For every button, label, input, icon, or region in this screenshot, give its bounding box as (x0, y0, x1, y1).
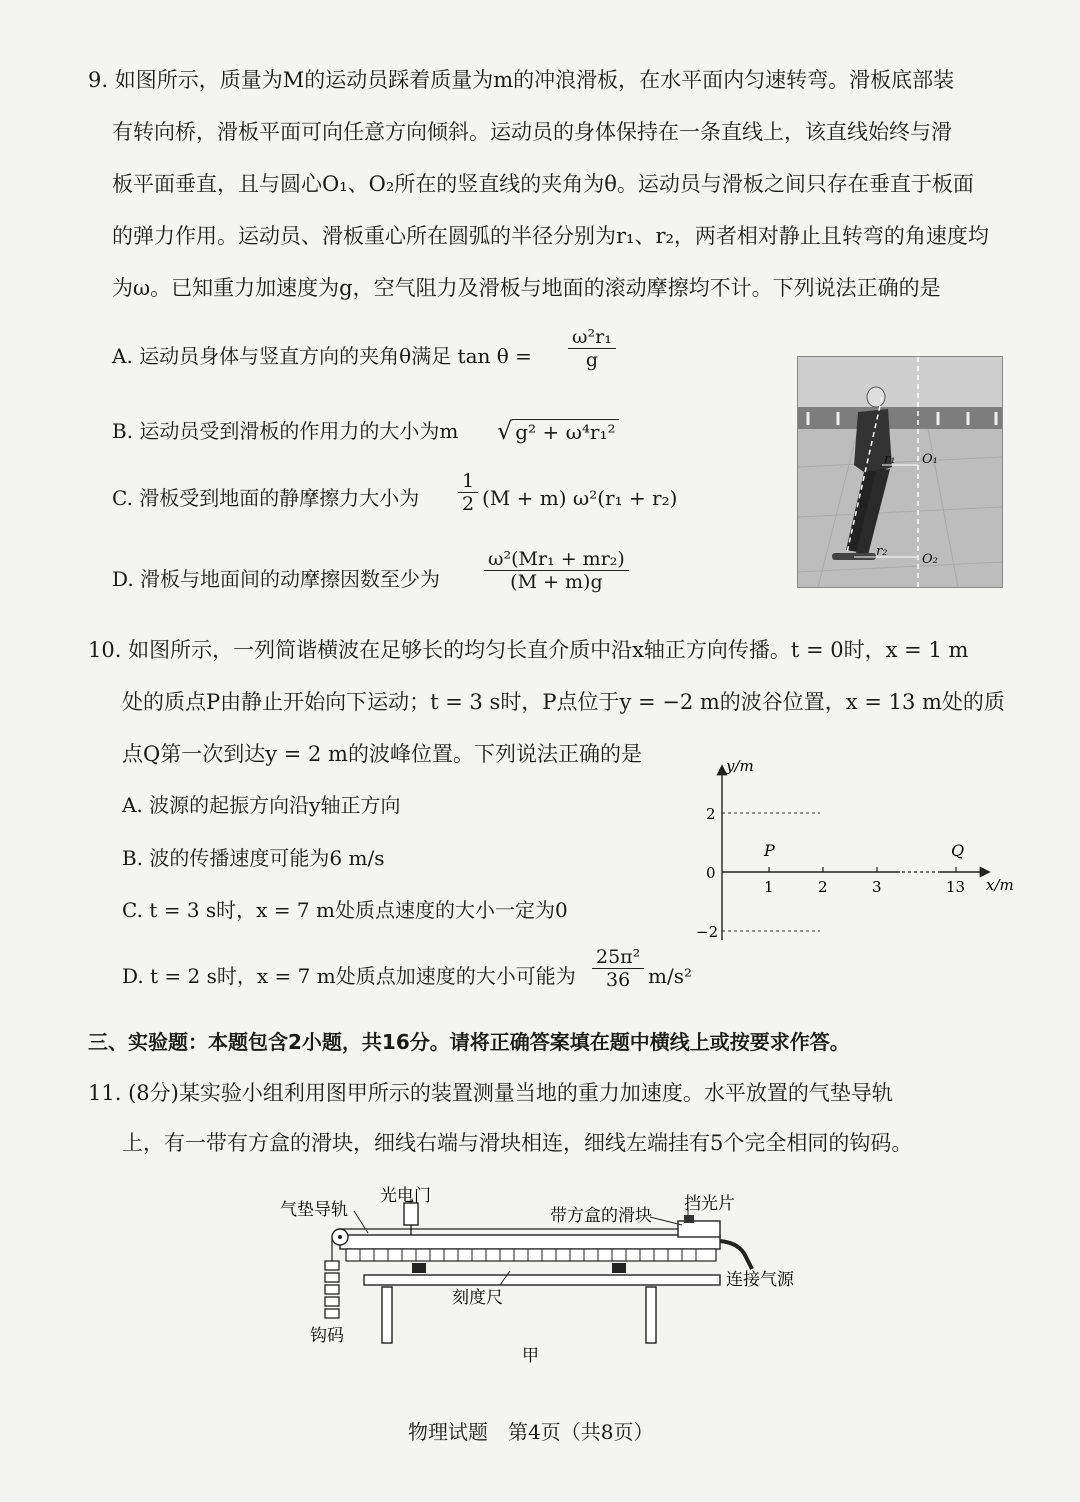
label-shading-plate: 挡光片 (684, 1194, 735, 1214)
q9-option-b-sqrt (497, 417, 619, 446)
q9-option-d: D. 滑板与地面间的动摩擦因数至少为 (112, 567, 441, 591)
q9-option-a-fraction (568, 326, 616, 371)
track-support-right (612, 1263, 626, 1273)
q10-line-3: 点Q第一次到达y = 2 m的波峰位置。下列说法正确的是 (122, 742, 642, 766)
q9-option-c-tail: (M + m) ω²(r₁ + r₂) (482, 486, 678, 510)
q10-line-2: 处的质点P由静止开始向下运动；t = 3 s时，P点位于y = −2 m的波谷位置，x = 13 m处的质 (122, 690, 1005, 714)
q9-option-c-fraction (458, 470, 478, 515)
label-ruler: 刻度尺 (452, 1288, 503, 1308)
q9-option-c: C. 滑板受到地面的静摩擦力大小为 (112, 486, 420, 510)
sqrt-radicand: g² + ω⁴r₁² (512, 419, 618, 444)
fraction-denominator: 36 (592, 968, 644, 991)
q9-line-2: 有转向桥，滑板平面可向任意方向倾斜。运动员的身体保持在一条直线上，该直线始终与滑 (112, 120, 952, 144)
air-track (340, 1235, 720, 1249)
q9-line-4: 的弹力作用。运动员、滑板重心所在圆弧的半径分别为r₁、r₂，两者相对静止且转弯的角速度均 (112, 224, 989, 248)
photogate (404, 1203, 418, 1225)
q10-line-1: 10. 如图所示，一列简谐横波在足够长的均匀长直介质中沿x轴正方向传播。t = 0时，x = 1 m (88, 638, 969, 662)
photo-label-o2: O₂ (922, 552, 938, 567)
q9-option-d-fraction (484, 548, 629, 593)
table-leg-left (382, 1287, 392, 1343)
point-q-label: Q (951, 841, 965, 860)
label-weights: 钩码 (310, 1326, 344, 1346)
fraction-numerator: ω²(Mr₁ + mr₂) (488, 548, 625, 570)
q10-option-c: C. t = 3 s时，x = 7 m处质点速度的大小一定为0 (122, 898, 568, 922)
air-hose (720, 1241, 752, 1269)
section-3-heading: 三、实验题：本题包含2小题，共16分。请将正确答案填在题中横线上或按要求作答。 (88, 1030, 850, 1054)
figure-caption: 甲 (522, 1346, 539, 1366)
x-tick-3: 3 (872, 878, 882, 896)
q11-line-1: 11. (8分)某实验小组利用图甲所示的装置测量当地的重力加速度。水平放置的气垫导轨 (88, 1081, 893, 1105)
q10-option-a: A. 波源的起振方向沿y轴正方向 (122, 793, 401, 817)
shading-plate (684, 1215, 694, 1223)
label-photogate: 光电门 (380, 1186, 431, 1206)
y-tick-0: 0 (706, 864, 716, 882)
fraction-numerator: ω²r₁ (572, 326, 612, 348)
q9-option-b: B. 运动员受到滑板的作用力的大小为m (112, 419, 459, 443)
sqrt-icon: √ (497, 417, 513, 445)
label-air-source: 连接气源 (726, 1270, 794, 1290)
photo-label-o1: O₁ (922, 452, 938, 467)
x-axis-label: x/m (986, 876, 1014, 894)
fraction-denominator: g (568, 348, 616, 371)
air-track-figure (270, 1185, 830, 1370)
q10-option-d: D. t = 2 s时，x = 7 m处质点加速度的大小可能为 (122, 964, 576, 988)
table-top (364, 1275, 720, 1285)
q10-option-b: B. 波的传播速度可能为6 m/s (122, 846, 385, 870)
table-leg-right (646, 1287, 656, 1343)
y-tick-neg2: −2 (696, 923, 719, 941)
q10-option-d-fraction (592, 946, 644, 991)
fraction-denominator: (M + m)g (484, 570, 629, 593)
q9-line-3: 板平面垂直，且与圆心O₁、O₂所在的竖直线的夹角为θ。运动员与滑板之间只存在垂直于板面 (112, 172, 974, 196)
x-tick-2: 2 (818, 878, 828, 896)
page-footer: 物理试题 第4页（共8页） (408, 1420, 654, 1444)
label-slider: 带方盒的滑块 (550, 1206, 652, 1226)
y-axis-label: y/m (726, 757, 754, 775)
q9-line-1: 9. 如图所示，质量为M的运动员踩着质量为m的冲浪滑板，在水平面内匀速转弯。滑板底部装 (88, 68, 955, 92)
x-tick-1: 1 (764, 878, 774, 896)
fraction-numerator: 1 (462, 470, 475, 492)
photo-label-r1: r₁ (884, 452, 896, 467)
label-air-track: 气垫导轨 (280, 1200, 348, 1220)
fraction-numerator: 25π² (596, 946, 641, 968)
q11-line-2: 上，有一带有方盒的滑块，细线右端与滑块相连，细线左端挂有5个完全相同的钩码。 (122, 1131, 913, 1155)
q9-line-5: 为ω。已知重力加速度为g，空气阻力及滑板与地面的滚动摩擦均不计。下列说法正确的是 (112, 276, 941, 300)
wave-graph (690, 755, 1030, 950)
track-support-left (412, 1263, 426, 1273)
hook-weights (325, 1261, 339, 1318)
point-p-label: P (764, 841, 775, 860)
q10-option-d-unit: m/s² (648, 964, 692, 988)
photo-label-r2: r₂ (876, 544, 888, 559)
fraction-denominator: 2 (458, 492, 478, 515)
skateboard-photo (797, 356, 1003, 588)
x-tick-13: 13 (946, 878, 966, 896)
skateboard-photo-drawing (798, 357, 1002, 587)
y-tick-2: 2 (706, 805, 716, 823)
slider-with-box (678, 1221, 720, 1237)
q9-option-a: A. 运动员身体与竖直方向的夹角θ满足 tan θ = (112, 344, 532, 368)
